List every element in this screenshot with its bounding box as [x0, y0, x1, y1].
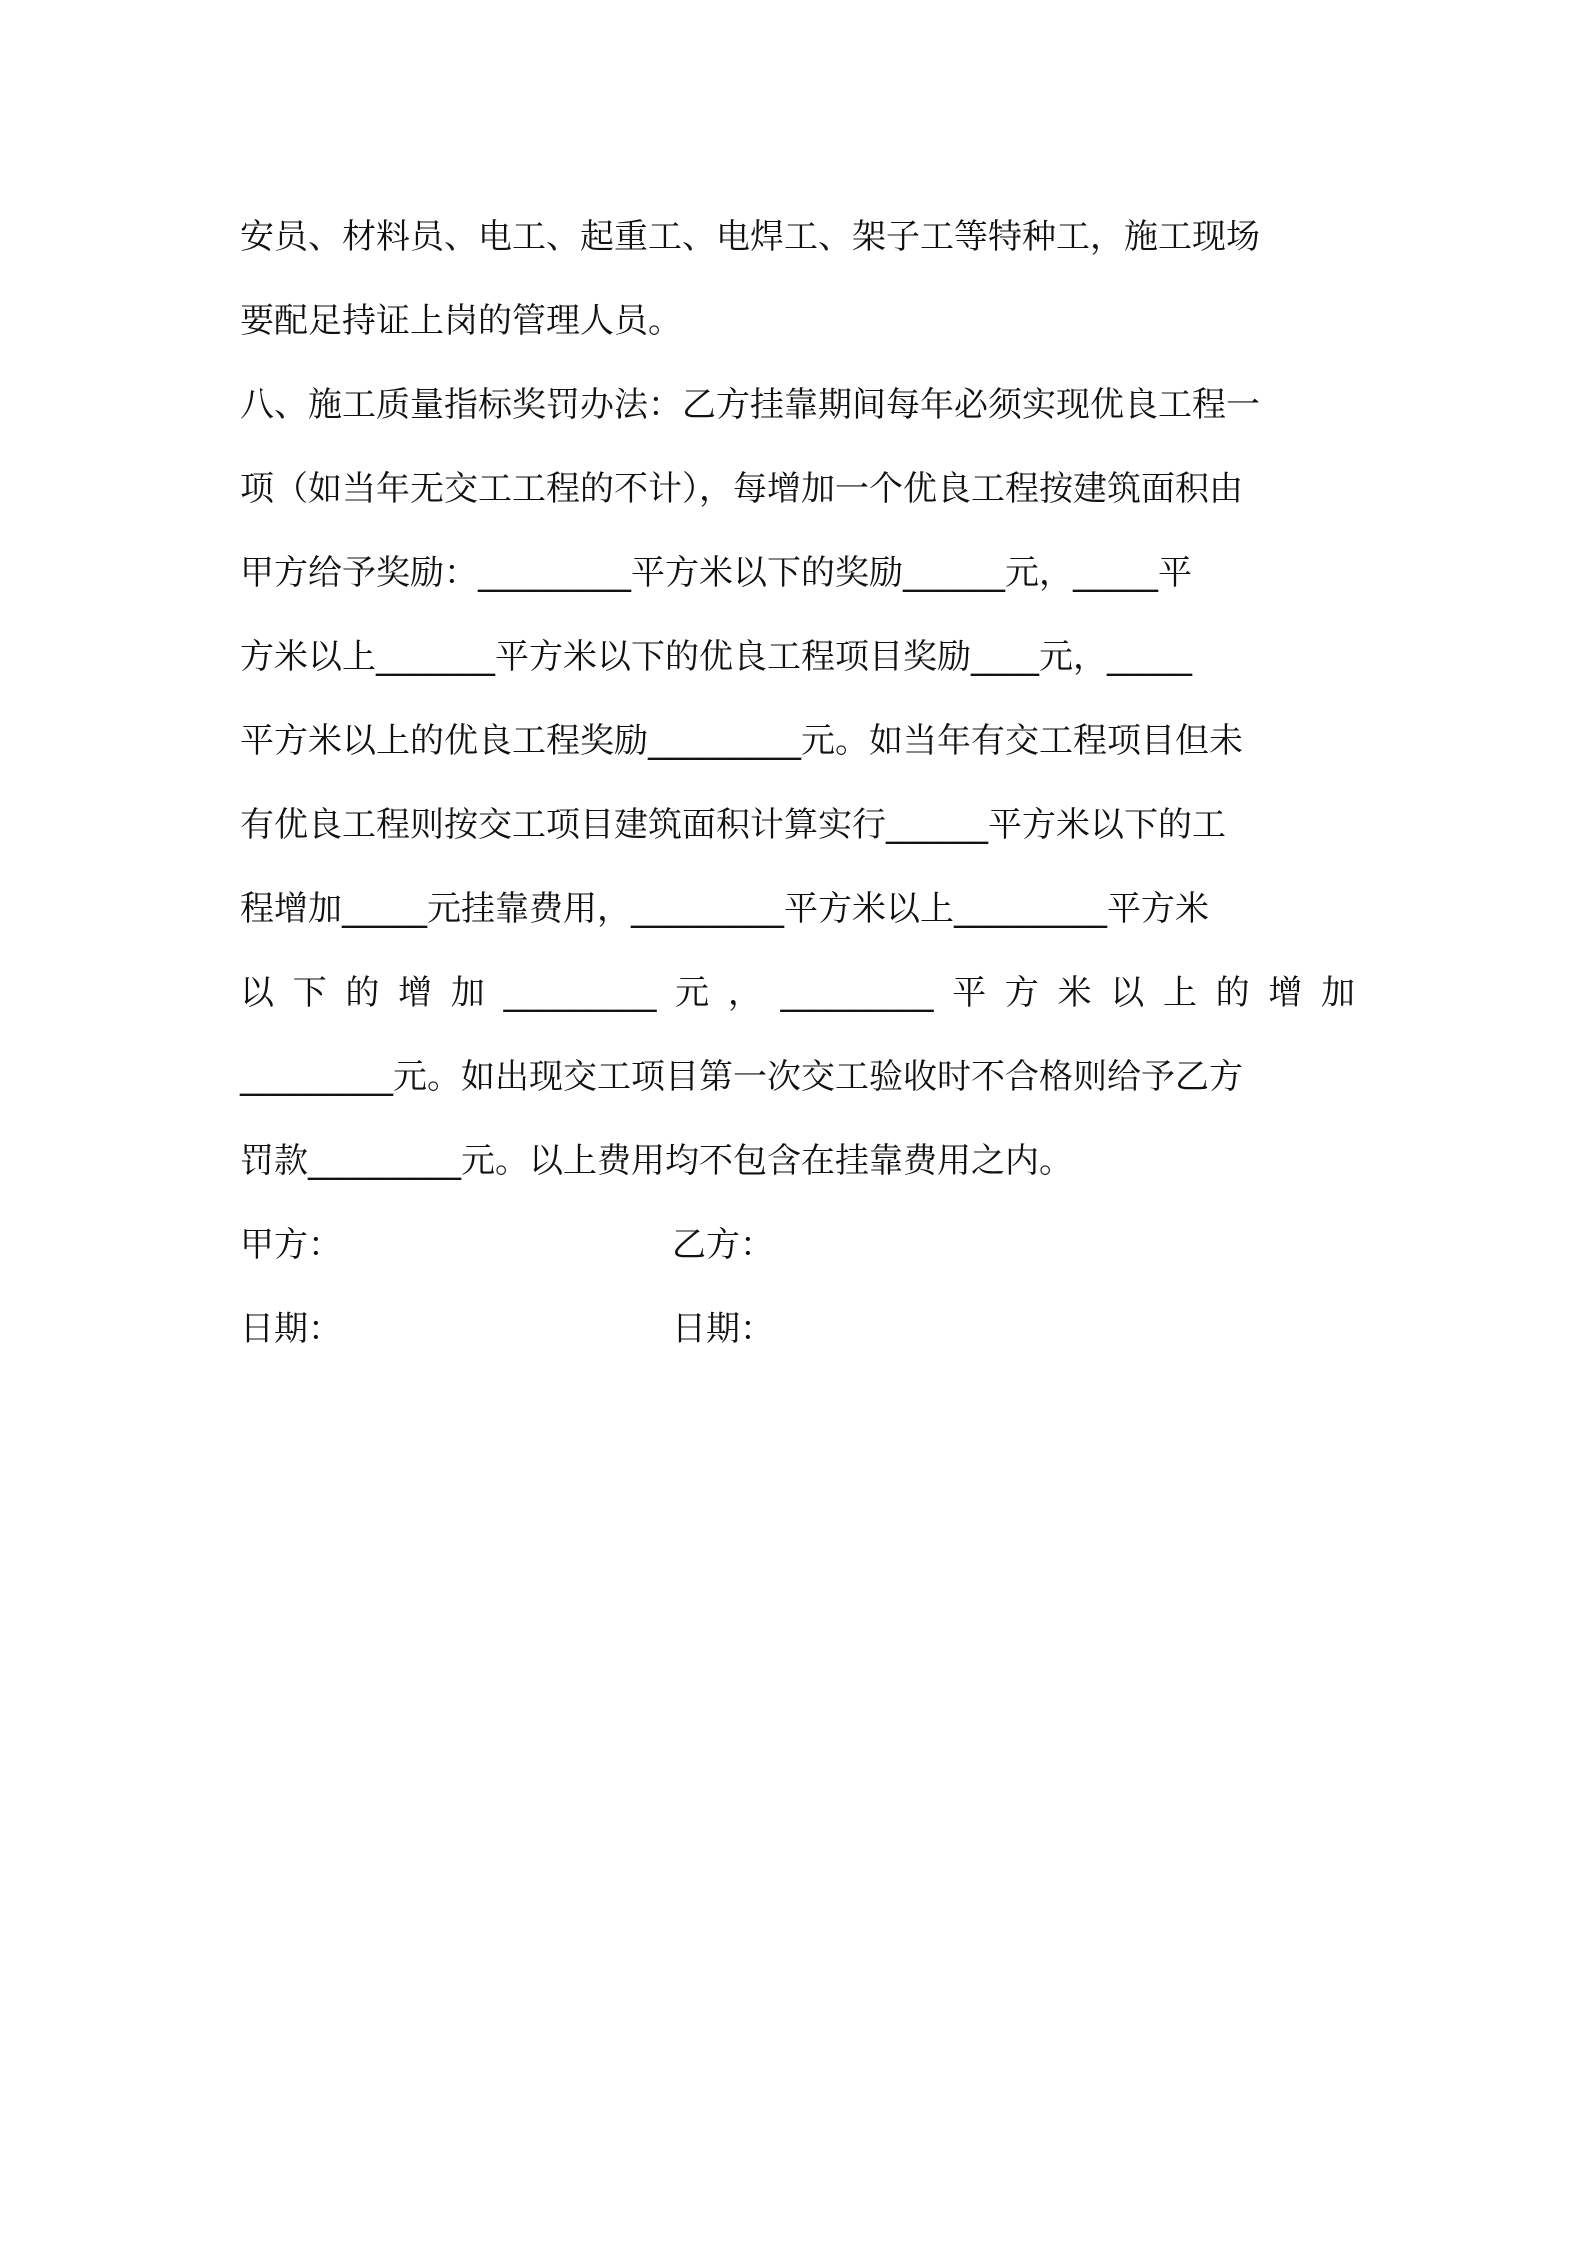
date-b-label: 日期： — [672, 1309, 774, 1349]
blank-field: _________ — [503, 973, 657, 1013]
clause-8-text: 方米以上_______平方米以下的优良工程项目奖励____元，_____ — [240, 637, 1192, 677]
text-char: 增 — [1268, 973, 1303, 1013]
clause-8-line — [240, 363, 1355, 447]
text-line-content: 要配足持证上岗的管理人员。 — [240, 301, 682, 341]
text-char: 以 — [1110, 973, 1145, 1013]
text-char: 以 — [240, 973, 274, 1013]
clause-8-text: 甲方给予奖励：_________平方米以下的奖励______元，_____平 — [240, 553, 1192, 593]
clause-8-heading-line: 八、施工质量指标奖罚办法：乙方挂靠期间每年必须实现优良工程一 — [240, 385, 1260, 425]
signature-row — [240, 1203, 1355, 1287]
document-body — [240, 195, 1355, 1371]
clause-8-line — [240, 1035, 1355, 1119]
clause-8-line — [240, 867, 1355, 951]
blank-field: _________ — [780, 973, 934, 1013]
text-line — [240, 195, 1355, 279]
text-char: 上 — [1162, 973, 1197, 1013]
text-char: 的 — [345, 973, 380, 1013]
clause-8-line — [240, 615, 1355, 699]
text-char: 下 — [292, 973, 327, 1013]
text-line — [240, 279, 1355, 363]
clause-8-text: 项（如当年无交工工程的不计），每增加一个优良工程按建筑面积由 — [240, 469, 1243, 509]
clause-8-text: 程增加_____元挂靠费用，_________平方米以上_________平方米 — [240, 889, 1209, 929]
clause-8-line — [240, 1119, 1355, 1203]
clause-8-text: 平方米以上的优良工程奖励_________元。如当年有交工程项目但未 — [240, 721, 1243, 761]
clause-8-text: 罚款_________元。以上费用均不包含在挂靠费用之内。 — [240, 1141, 1073, 1181]
clause-8-text: _________元。如出现交工项目第一次交工验收时不合格则给予乙方 — [240, 1057, 1243, 1097]
text-char: 加 — [450, 973, 485, 1013]
clause-8-line — [240, 531, 1355, 615]
clause-8-line-spread — [240, 951, 1355, 1035]
text-char: 的 — [1215, 973, 1250, 1013]
text-char: 加 — [1321, 973, 1355, 1013]
text-char: ， — [727, 973, 762, 1013]
text-char: 元 — [675, 973, 710, 1013]
date-a-label: 日期： — [240, 1309, 342, 1349]
text-char: 米 — [1057, 973, 1092, 1013]
text-char: 增 — [398, 973, 433, 1013]
clause-8-text: 有优良工程则按交工项目建筑面积计算实行______平方米以下的工 — [240, 805, 1226, 845]
clause-8-line — [240, 699, 1355, 783]
clause-8-line — [240, 447, 1355, 531]
date-row — [240, 1287, 1355, 1371]
clause-8-line — [240, 783, 1355, 867]
text-char: 方 — [1004, 973, 1039, 1013]
text-char: 平 — [952, 973, 987, 1013]
party-a-label: 甲方： — [240, 1225, 342, 1265]
party-b-label: 乙方： — [672, 1225, 774, 1265]
text-line-content: 安员、材料员、电工、起重工、电焊工、架子工等特种工，施工现场 — [240, 217, 1260, 257]
